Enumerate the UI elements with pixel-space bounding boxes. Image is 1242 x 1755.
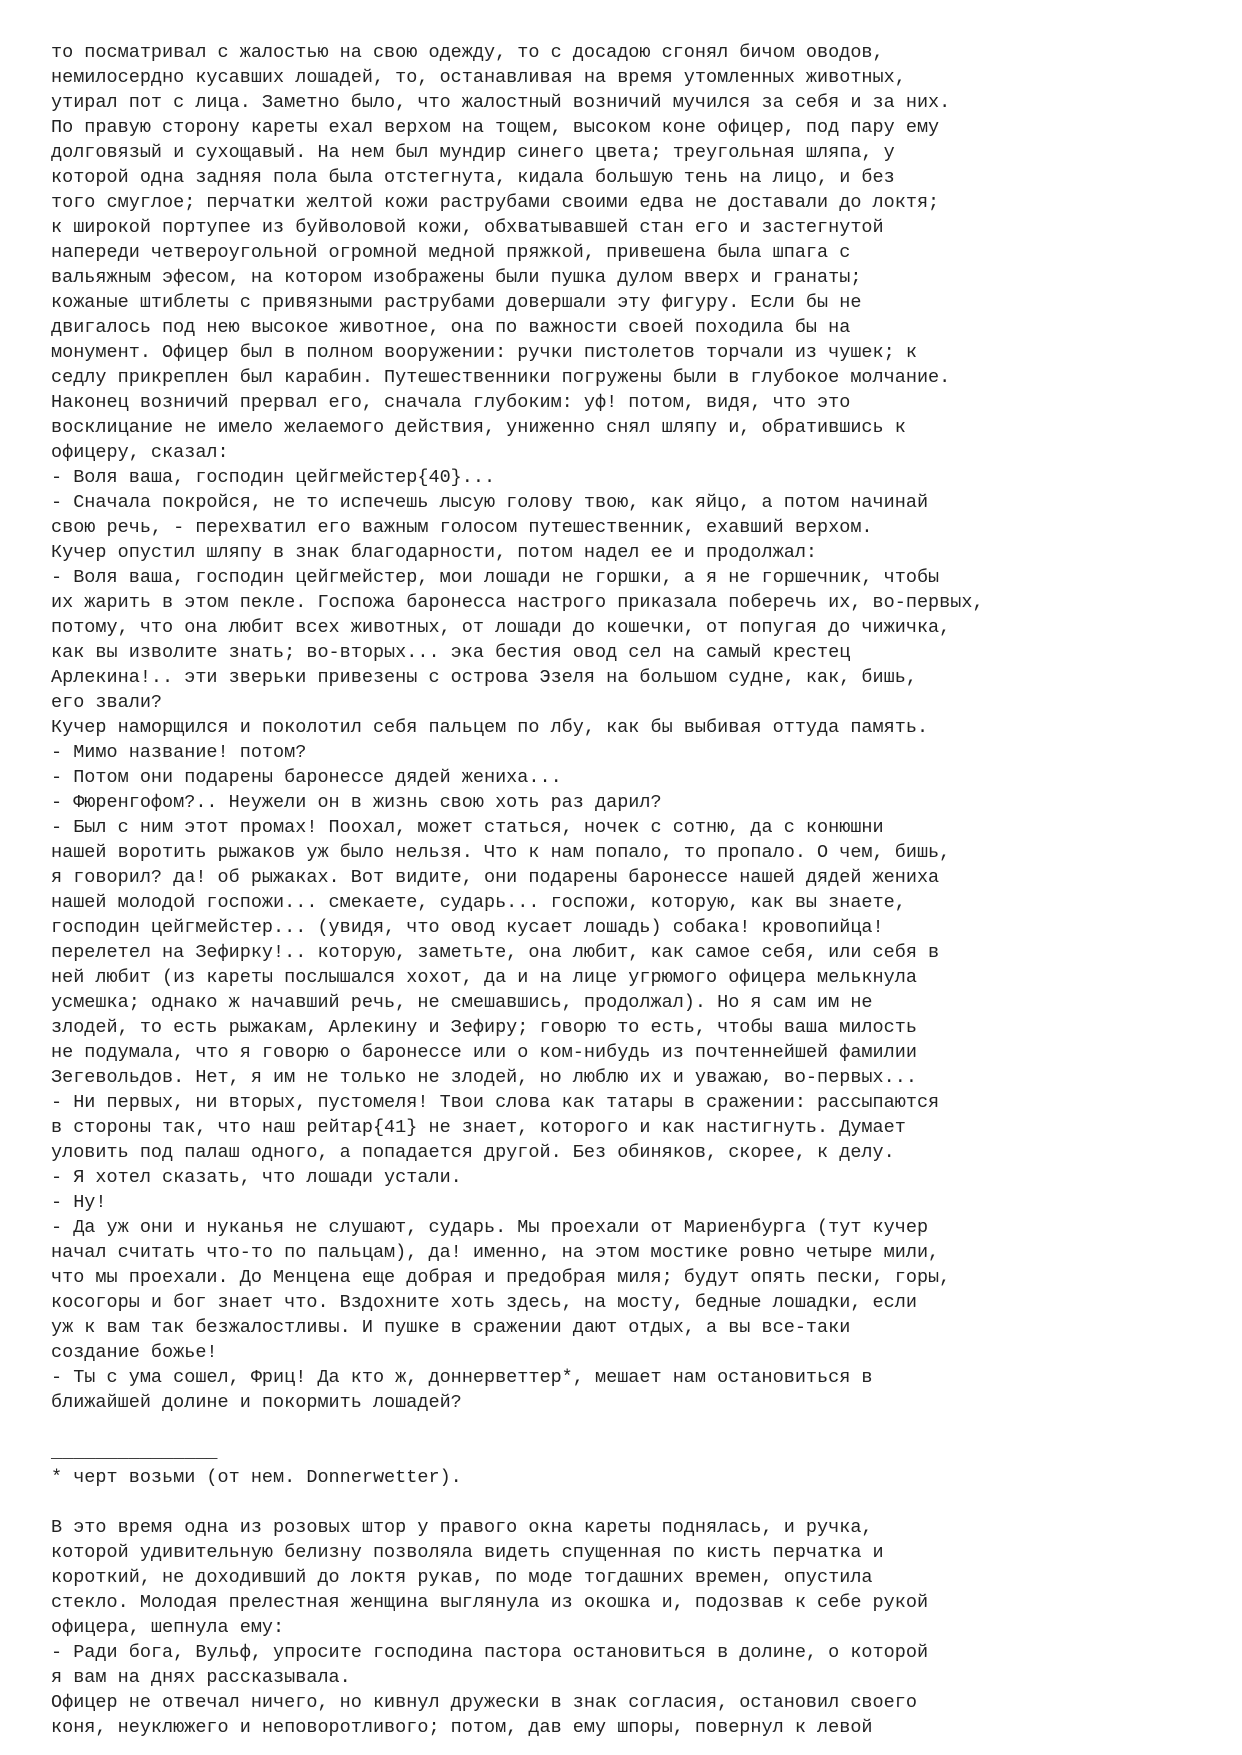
text-line: - Воля ваша, господин цейгмейстер{40}...	[51, 467, 496, 488]
text-line: - Потом они подарены баронессе дядей жениха...	[51, 767, 562, 788]
text-line: уловить под палаш одного, а попадается другой. Без обиняков, скорее, к делу.	[51, 1142, 895, 1163]
blank-line	[51, 1415, 1231, 1440]
text-line: стекло. Молодая прелестная женщина выглянула из окошка и, подозвав к себе рукой	[51, 1592, 929, 1613]
text-line: * черт возьми (от нем. Donnerwetter).	[51, 1467, 462, 1488]
text-line: ближайшей долине и покормить лошадей?	[51, 1392, 462, 1413]
text-line: то посматривал с жалостью на свою одежду, то с досадою сгонял бичом оводов,	[51, 42, 884, 63]
text-line: к широкой портупее из буйволовой кожи, обхватывавшей стан его и застегнутой	[51, 217, 884, 238]
text-line: - Был с ним этот промах! Поохал, может статься, ночек с сотню, да с конюшни	[51, 817, 884, 838]
text-line: - Ради бога, Вульф, упросите господина пастора остановиться в долине, о которой	[51, 1642, 929, 1663]
text-line: создание божье!	[51, 1342, 218, 1363]
text-line: офицера, шепнула ему:	[51, 1617, 285, 1638]
text-line: - Я хотел сказать, что лошади устали.	[51, 1167, 462, 1188]
text-line: их жарить в этом пекле. Госпожа баронесса настрого приказала поберечь их, во-первых,	[51, 592, 984, 613]
text-line: злодей, то есть рыжакам, Арлекину и Зефиру; говорю то есть, чтобы ваша милость	[51, 1017, 917, 1038]
text-line: как вы изволите знать; во-вторых... эка бестия овод сел на самый крестец	[51, 642, 851, 663]
text-line: утирал пот с лица. Заметно было, что жалостный возничий мучился за себя и за них.	[51, 92, 951, 113]
text-line: коня, неуклюжего и неповоротливого; потом, дав ему шпоры, повернул к левой	[51, 1717, 873, 1738]
text-line: Офицер не отвечал ничего, но кивнул дружески в знак согласия, остановил своего	[51, 1692, 917, 1713]
text-line: - Сначала покройся, не то испечешь лысую голову твою, как яйцо, а потом начинай	[51, 492, 929, 513]
text-line: Зегевольдов. Нет, я им не только не злодей, но люблю их и уважаю, во-первых...	[51, 1067, 917, 1088]
text-line: нашей молодой госпожи... смекаете, сударь... госпожи, которую, как вы знаете,	[51, 892, 906, 913]
text-line: того смуглое; перчатки желтой кожи раструбами своими едва не доставали до локтя;	[51, 192, 940, 213]
text-line: я вам на днях рассказывала.	[51, 1667, 351, 1688]
text-line: его звали?	[51, 692, 163, 713]
text-line: ней любит (из кареты послышался хохот, да и на лице угрюмого офицера мелькнула	[51, 967, 917, 988]
text-line: долговязый и сухощавый. На нем был мундир синего цвета; треугольная шляпа, у	[51, 142, 895, 163]
text-line: что мы проехали. До Менцена еще добрая и предобрая миля; будут опять пески, горы,	[51, 1267, 951, 1288]
text-line: короткий, не доходивший до локтя рукав, по моде тогдашних времен, опустила	[51, 1567, 873, 1588]
text-line: господин цейгмейстер... (увидя, что овод кусает лошадь) собака! кровопийца!	[51, 917, 884, 938]
text-line: косогоры и бог знает что. Вздохните хоть здесь, на мосту, бедные лошадки, если	[51, 1292, 917, 1313]
text-line: потому, что она любит всех животных, от лошади до кошечки, от попугая до чижичка,	[51, 617, 951, 638]
text-line: - Ты с ума сошел, Фриц! Да кто ж, доннерветтер*, мешает нам остановиться в	[51, 1367, 873, 1388]
text-line: кожаные штиблеты с привязными раструбами довершали эту фигуру. Если бы не	[51, 292, 862, 313]
text-line: перелетел на Зефирку!.. которую, заметьте, она любит, как самое себя, или себя в	[51, 942, 940, 963]
text-line: - Ни первых, ни вторых, пустомеля! Твои слова как татары в сражении: рассыпаются	[51, 1092, 940, 1113]
text-line: двигалось под нею высокое животное, она по важности своей походила бы на	[51, 317, 851, 338]
text-line: Кучер опустил шляпу в знак благодарности, потом надел ее и продолжал:	[51, 542, 818, 563]
text-line: начал считать что-то по пальцам), да! именно, на этом мостике ровно четыре мили,	[51, 1242, 940, 1263]
blank-line	[51, 1490, 1231, 1515]
text-line: По правую сторону кареты ехал верхом на тощем, высоком коне офицер, под пару ему	[51, 117, 940, 138]
text-line: напереди четвероугольной огромной медной пряжкой, привешена была шпага с	[51, 242, 851, 263]
text-line: восклицание не имело желаемого действия, униженно снял шляпу и, обратившись к	[51, 417, 906, 438]
text-line: усмешка; однако ж начавший речь, не смешавшись, продолжал). Но я сам им не	[51, 992, 873, 1013]
document-page	[51, 40, 1231, 1740]
text-line: монумент. Офицер был в полном вооружении: ручки пистолетов торчали из чушек; к	[51, 342, 917, 363]
text-line: Наконец возничий прервал его, сначала глубоким: уф! потом, видя, что это	[51, 392, 851, 413]
text-line: офицеру, сказал:	[51, 442, 229, 463]
text-line: - Фюренгофом?.. Неужели он в жизнь свою хоть раз дарил?	[51, 792, 662, 813]
text-line: - Да уж они и нуканья не слушают, сударь. Мы проехали от Мариенбурга (тут кучер	[51, 1217, 929, 1238]
text-line: которой удивительную белизну позволяла видеть спущенная по кисть перчатка и	[51, 1542, 884, 1563]
text-line: нашей воротить рыжаков уж было нельзя. Что к нам попало, то пропало. О чем, бишь,	[51, 842, 951, 863]
text-line: уж к вам так безжалостливы. И пушке в сражении дают отдых, а вы все-таки	[51, 1317, 851, 1338]
text-line: - Ну!	[51, 1192, 107, 1213]
text-line: - Воля ваша, господин цейгмейстер, мои лошади не горшки, а я не горшечник, чтобы	[51, 567, 940, 588]
text-line: не подумала, что я говорю о баронессе или о ком-нибудь из почтеннейшей фамилии	[51, 1042, 917, 1063]
text-line: немилосердно кусавших лошадей, то, останавливая на время утомленных животных,	[51, 67, 906, 88]
text-line: свою речь, - перехватил его важным голосом путешественник, ехавший верхом.	[51, 517, 873, 538]
text-line: В это время одна из розовых штор у правого окна кареты поднялась, и ручка,	[51, 1517, 873, 1538]
text-line: Арлекина!.. эти зверьки привезены с острова Эзеля на большом судне, как, бишь,	[51, 667, 917, 688]
text-line: _______________	[51, 1442, 218, 1463]
text-line: которой одна задняя пола была отстегнута, кидала большую тень на лицо, и без	[51, 167, 895, 188]
text-line: - Мимо название! потом?	[51, 742, 307, 763]
text-line: в стороны так, что наш рейтар{41} не знает, которого и как настигнуть. Думает	[51, 1117, 906, 1138]
text-line: седлу прикреплен был карабин. Путешественники погружены были в глубокое молчание.	[51, 367, 951, 388]
text-line: вальяжным эфесом, на котором изображены были пушка дулом вверх и гранаты;	[51, 267, 862, 288]
text-line: я говорил? да! об рыжаках. Вот видите, они подарены баронессе нашей дядей жениха	[51, 867, 940, 888]
text-line: Кучер наморщился и поколотил себя пальцем по лбу, как бы выбивая оттуда память.	[51, 717, 929, 738]
